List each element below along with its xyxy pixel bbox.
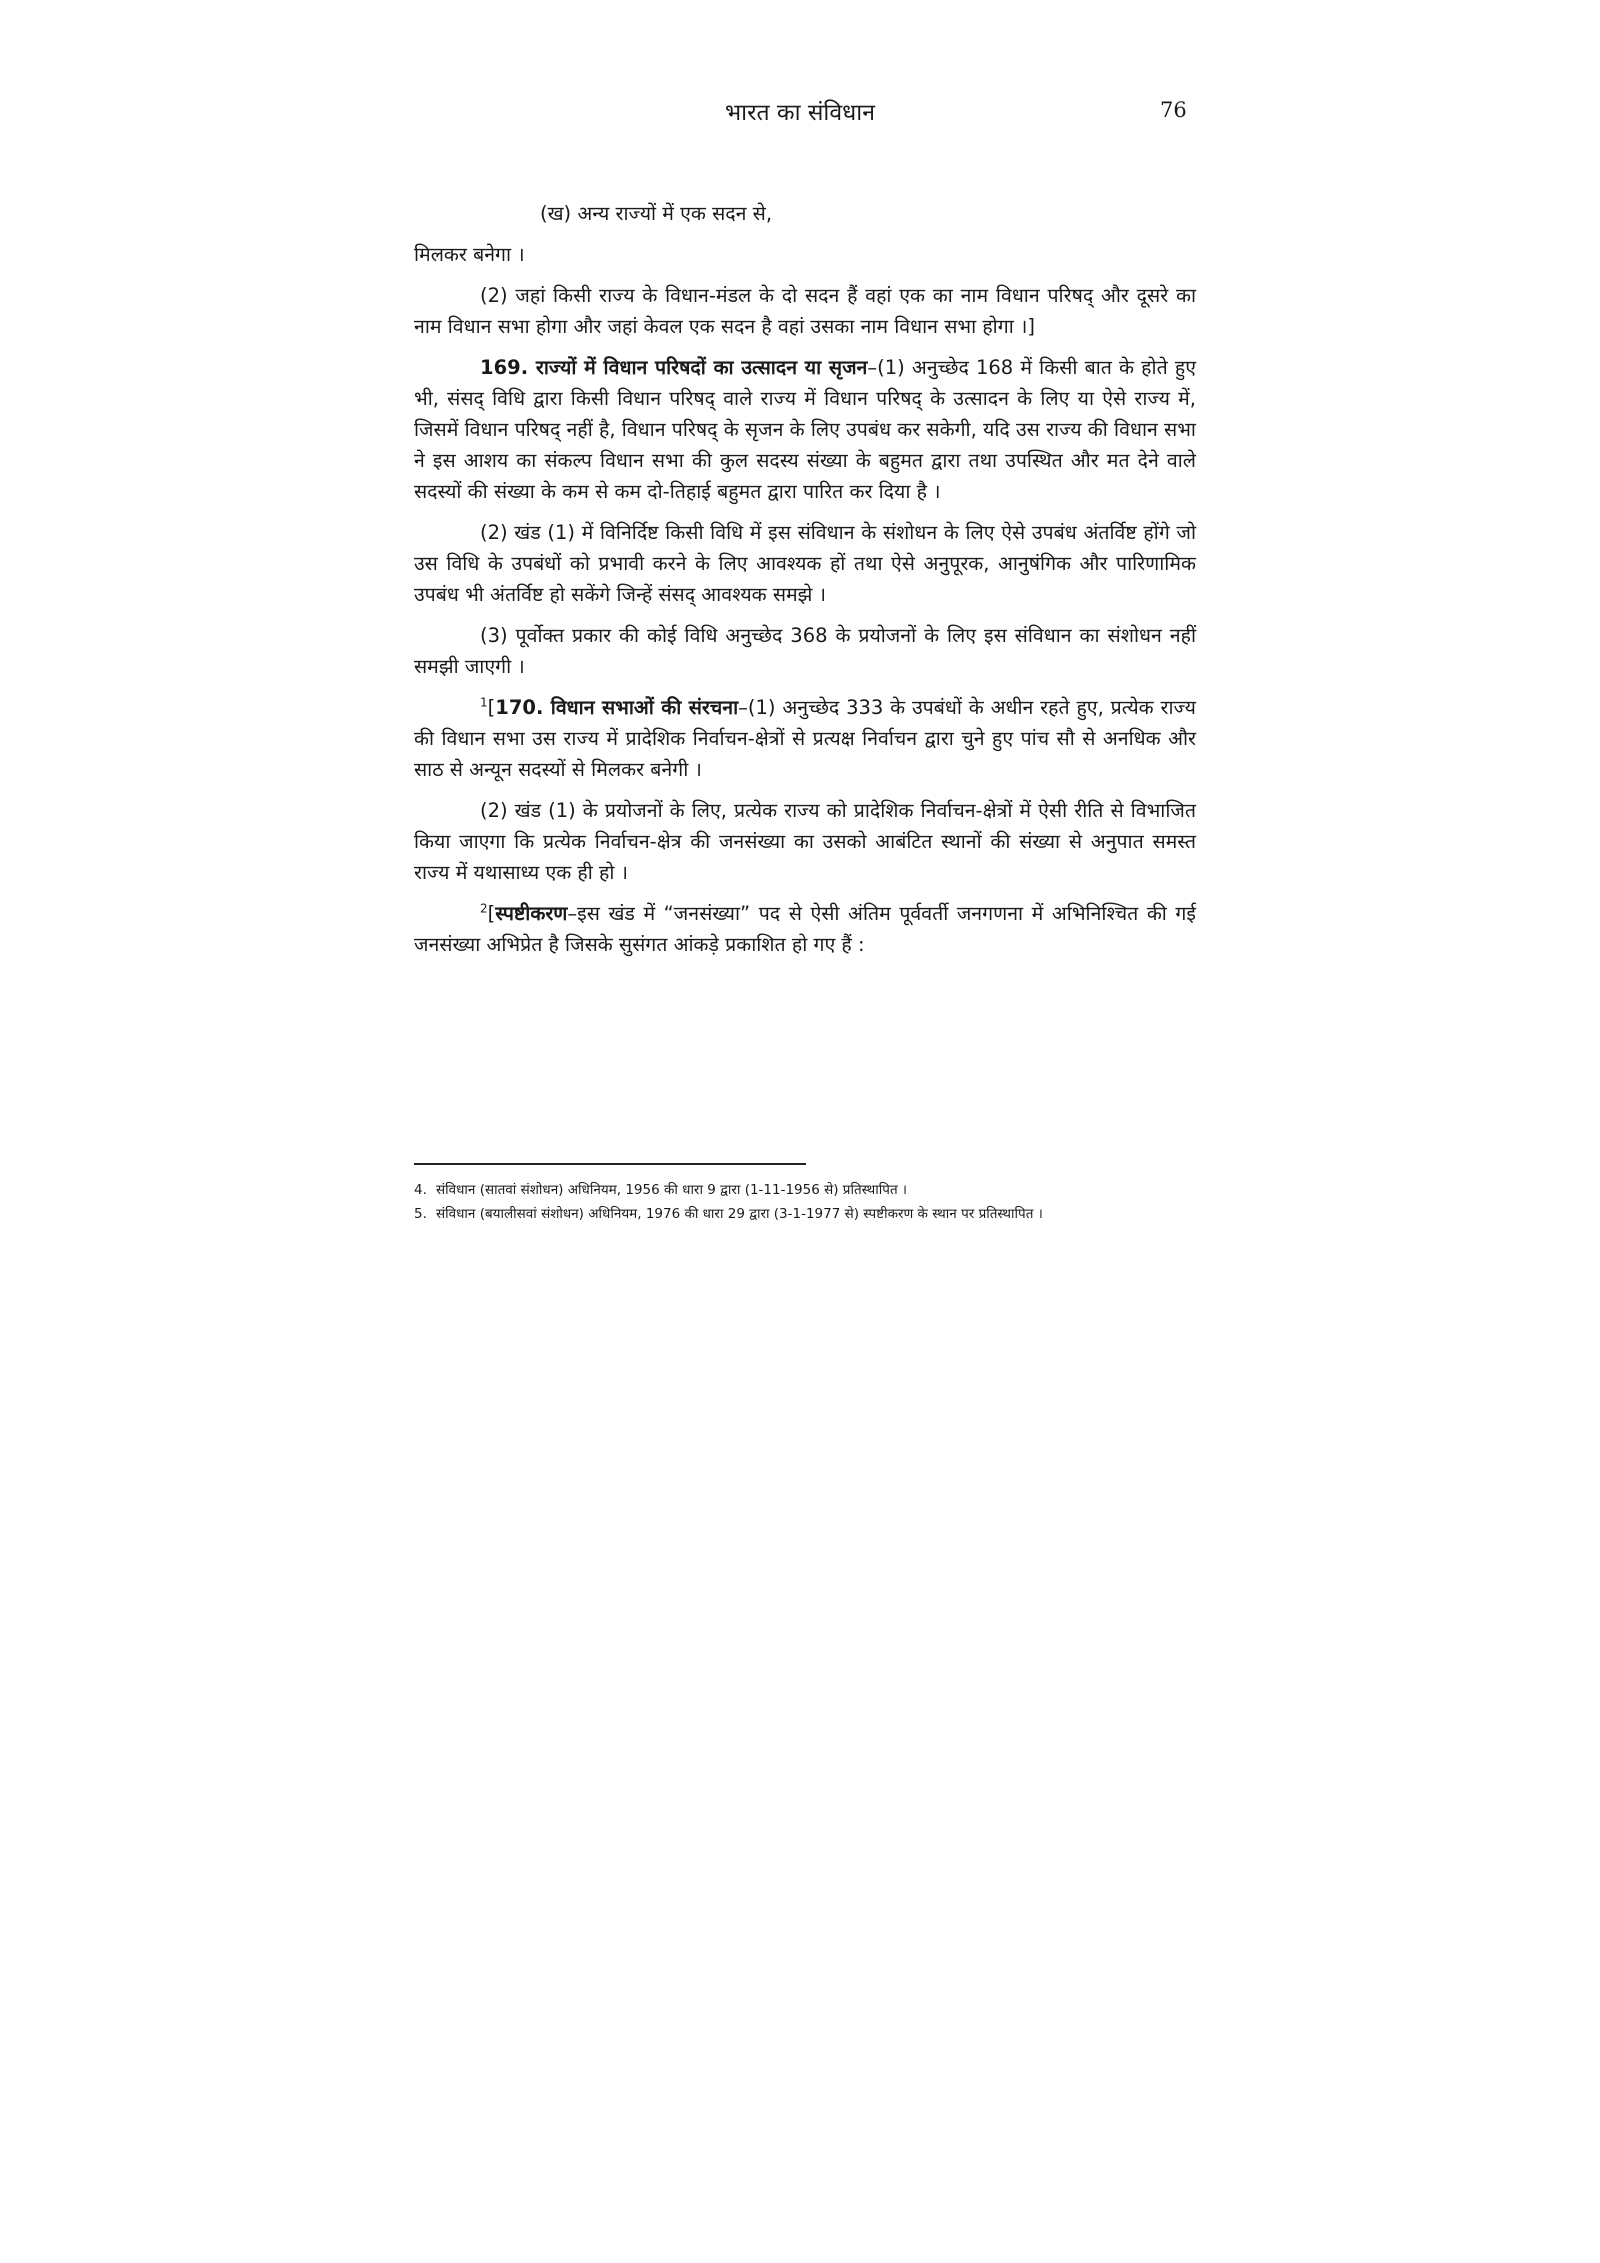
article-170-clause-1 — [414, 692, 1196, 785]
footnote-ref-2: 2 — [480, 901, 488, 916]
clause-kh: (ख) अन्य राज्यों में एक सदन से, — [540, 202, 773, 225]
explanation-text: –इस खंड में “जनसंख्या” पद से ऐसी अंतिम पूर्ववर्ती जनगणना में अभिनिश्चित की गई जनसंख्या अभिप्रेत है जिसके सुसंगत आंकड़े प्रकाशित हो गए हैं : — [414, 902, 1196, 956]
article-169-heading: 169. राज्यों में विधान परिषदों का उत्सादन या सृजन — [480, 356, 868, 379]
footnote-ref-1: 1 — [480, 695, 488, 710]
article-170-heading: 170. विधान सभाओं की संरचना — [495, 696, 739, 719]
footnote-number: 4. — [414, 1182, 427, 1198]
footnote-item — [414, 1178, 1196, 1202]
page-body — [414, 198, 1196, 970]
running-title: भारत का संविधान — [724, 100, 876, 126]
footnote-number: 5. — [414, 1206, 427, 1222]
footnote-text: संविधान (बयालीसवां संशोधन) अधिनियम, 1976 की धारा 29 द्वारा (3-1-1977 से) स्पष्टीकरण के स्थान पर प्रतिस्थापित । — [436, 1206, 1043, 1222]
article-168-clause-2: (2) जहां किसी राज्य के विधान-मंडल के दो सदन हैं वहां एक का नाम विधान परिषद् और दूसरे का नाम विधान सभा होगा और जहां केवल एक सदन है वहां उसका नाम विधान सभा होगा ।] — [414, 284, 1196, 338]
footnote-divider — [414, 1163, 806, 1165]
article-170-bracket: [ — [487, 696, 496, 719]
footnote-item — [414, 1202, 1196, 1226]
footnotes — [414, 1178, 1196, 1226]
article-169-clause-2: (2) खंड (1) में विनिर्दिष्ट किसी विधि में इस संविधान के संशोधन के लिए ऐसे उपबंध अंतर्विष्ट होंगे जो उस विधि के उपबंधों को प्रभावी करने के लिए आवश्यक हों तथा ऐसे अनुपूरक, आनुषंगिक और पारिणामिक उपबंध भी अंतर्विष्ट हो सकेंगे जिन्हें संसद् आवश्यक समझे । — [414, 521, 1196, 606]
article-169-text: –(1) अनुच्छेद 168 में किसी बात के होते हुए भी, संसद् विधि द्वारा किसी विधान परिषद् वाले राज्य में विधान परिषद् के उत्सादन के लिए या ऐसे राज्य में, जिसमें विधान परिषद् नहीं है, विधान परिषद् के सृजन के लिए उपबंध कर सकेगी, यदि उस राज्य की विधान सभा ने इस आशय का संकल्प विधान सभा की कुल सदस्य संख्या के बहुमत द्वारा तथा उपस्थित और मत देने वाले सदस्यों की संख्या के कम से कम दो-तिहाई बहुमत द्वारा पारित कर दिया है । — [414, 356, 1196, 503]
explanation-bracket: [ — [487, 902, 496, 925]
article-169-clause-3: (3) पूर्वोक्त प्रकार की कोई विधि अनुच्छेद 368 के प्रयोजनों के लिए इस संविधान का संशोधन नहीं समझी जाएगी । — [414, 624, 1196, 678]
article-169-clause-1 — [414, 352, 1196, 507]
page-number: 76 — [1160, 98, 1187, 122]
article-170-text: –(1) अनुच्छेद 333 के उपबंधों के अधीन रहते हुए, प्रत्येक राज्य की विधान सभा उस राज्य में प्रादेशिक निर्वाचन-क्षेत्रों से प्रत्यक्ष निर्वाचन द्वारा चुने हुए पांच सौ से अनधिक और साठ से अन्यून सदस्यों से मिलकर बनेगी । — [414, 696, 1196, 781]
footnote-text: संविधान (सातवां संशोधन) अधिनियम, 1956 की धारा 9 द्वारा (1-11-1956 से) प्रतिस्थापित । — [436, 1182, 908, 1198]
explanation-heading: स्पष्टीकरण — [495, 902, 568, 925]
milkar-banega-line: मिलकर बनेगा । — [414, 243, 525, 266]
article-170-explanation — [414, 898, 1196, 960]
article-170-clause-2: (2) खंड (1) के प्रयोजनों के लिए, प्रत्येक राज्य को प्रादेशिक निर्वाचन-क्षेत्रों में ऐसी रीति से विभाजित किया जाएगा कि प्रत्येक निर्वाचन-क्षेत्र की जनसंख्या का उसको आबंटित स्थानों की संख्या से अनुपात समस्त राज्य में यथासाध्य एक ही हो । — [414, 799, 1196, 884]
